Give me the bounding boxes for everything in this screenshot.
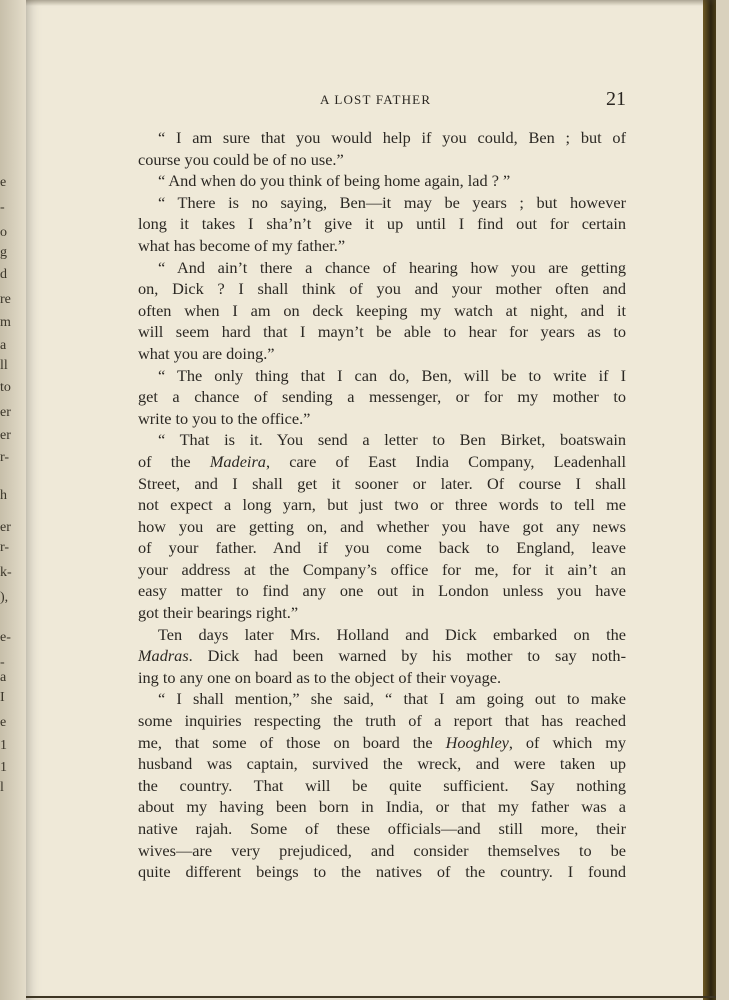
text-line: on, Dick ? I shall think of you and your mother often and — [138, 279, 626, 299]
gutter-fragment: e — [0, 715, 7, 730]
page-number: 21 — [606, 88, 626, 110]
text-line: Street, and I shall get it sooner or later. Of course I shall — [138, 473, 626, 493]
gutter-fragment: er — [0, 428, 11, 443]
text-line: got their bearings right.” — [138, 603, 299, 623]
text-line: Madras. Dick had been warned by his mother to say noth- — [138, 646, 626, 666]
text-line: course you could be of no use.” — [138, 149, 344, 169]
text-line: about my having been born in India, or that my father was a — [138, 797, 626, 817]
text-line: of your father. And if you come back to England, leave — [138, 538, 626, 558]
gutter-fragment: - — [0, 655, 5, 670]
gutter-fragment: er — [0, 405, 11, 420]
text-line: get a chance of sending a messenger, or for my mother to — [138, 387, 626, 407]
text-line: will seem hard that I mayn’t be able to hear for years as to — [138, 322, 626, 342]
text-line: quite different beings to the natives of the country. I found — [138, 862, 626, 882]
bottom-edge — [26, 996, 716, 998]
text-line: “ I shall mention,” she said, “ that I am going out to make — [158, 689, 626, 709]
book-page — [26, 0, 716, 1000]
text-line: how you are getting on, and whether you have got any news — [138, 516, 626, 536]
text-line: not expect a long yarn, but just two or three words to tell me — [138, 495, 626, 515]
text-line: Ten days later Mrs. Holland and Dick embarked on the — [158, 624, 626, 644]
gutter-fragment: a — [0, 338, 7, 353]
text-line: native rajah. Some of these officials—and still more, their — [138, 819, 626, 838]
text-line: your address at the Company’s office for me, for it ain’t an — [138, 559, 626, 579]
gutter-fragment: I — [0, 690, 5, 705]
text-line: me, that some of those on board the Hooghley, of which my — [138, 732, 626, 752]
gutter-fragment: h — [0, 488, 7, 503]
gutter-fragment: e — [0, 175, 7, 190]
text-line: “ And when do you think of being home again, lad ? ” — [158, 171, 511, 191]
gutter-fragment: m — [0, 315, 11, 330]
gutter-fragment: 1 — [0, 760, 7, 775]
text-line: “ That is it. You send a letter to Ben Birket, boatswain — [158, 430, 626, 450]
top-shadow — [26, 0, 716, 6]
gutter-fragment: o — [0, 225, 7, 240]
gutter-fragment: ll — [0, 358, 8, 373]
text-line: ing to any one on board as to the object of their voyage. — [138, 667, 502, 687]
gutter-fragment: r- — [0, 450, 10, 465]
gutter-fragment: - — [0, 200, 5, 215]
running-head-title: A LOST FATHER — [320, 92, 432, 107]
gutter-fragment: 1 — [0, 738, 7, 753]
facing-page-gutter — [0, 0, 26, 1000]
gutter-fragment: k- — [0, 565, 12, 580]
gutter-fragment: g — [0, 245, 7, 260]
text-line: often when I am on deck keeping my watch at night, and it — [138, 300, 626, 320]
gutter-fragment: e- — [0, 630, 11, 645]
text-line: of the Madeira, care of East India Company, Leadenhall — [138, 451, 626, 471]
text-line: “ And ain’t there a chance of hearing how you are getting — [158, 257, 626, 277]
text-line: “ The only thing that I can do, Ben, will be to write if I — [158, 365, 626, 385]
gutter-fragment: l — [0, 780, 4, 795]
page-edge-shadow — [703, 0, 716, 1000]
gutter-fragment: r- — [0, 540, 10, 555]
text-line: the country. That will be quite sufficient. Say nothing — [138, 775, 626, 795]
text-line: write to you to the office.” — [138, 408, 311, 428]
body-text — [138, 127, 626, 883]
text-line: what has become of my father.” — [138, 235, 346, 255]
gutter-fragment: ), — [0, 590, 9, 605]
text-line: easy matter to find any one out in London unless you have — [138, 581, 626, 601]
gutter-fragment: a — [0, 670, 7, 685]
gutter-fragment: re — [0, 292, 11, 307]
text-line: husband was captain, survived the wreck, and were taken up — [138, 754, 626, 774]
text-line: “ There is no saying, Ben—it may be years ; but however — [158, 192, 626, 212]
text-line: what you are doing.” — [138, 343, 275, 363]
text-line: some inquiries respecting the truth of a report that has reached — [138, 711, 626, 731]
gutter-fragment: to — [0, 380, 11, 395]
text-line: long it takes I sha’n’t give it up until I find out for certain — [138, 214, 626, 234]
text-line: wives—are very prejudiced, and consider themselves to be — [138, 840, 626, 860]
gutter-fragment: d — [0, 267, 7, 282]
text-line: “ I am sure that you would help if you could, Ben ; but of — [158, 128, 626, 147]
running-head — [26, 88, 716, 112]
gutter-fragment: er — [0, 520, 11, 535]
